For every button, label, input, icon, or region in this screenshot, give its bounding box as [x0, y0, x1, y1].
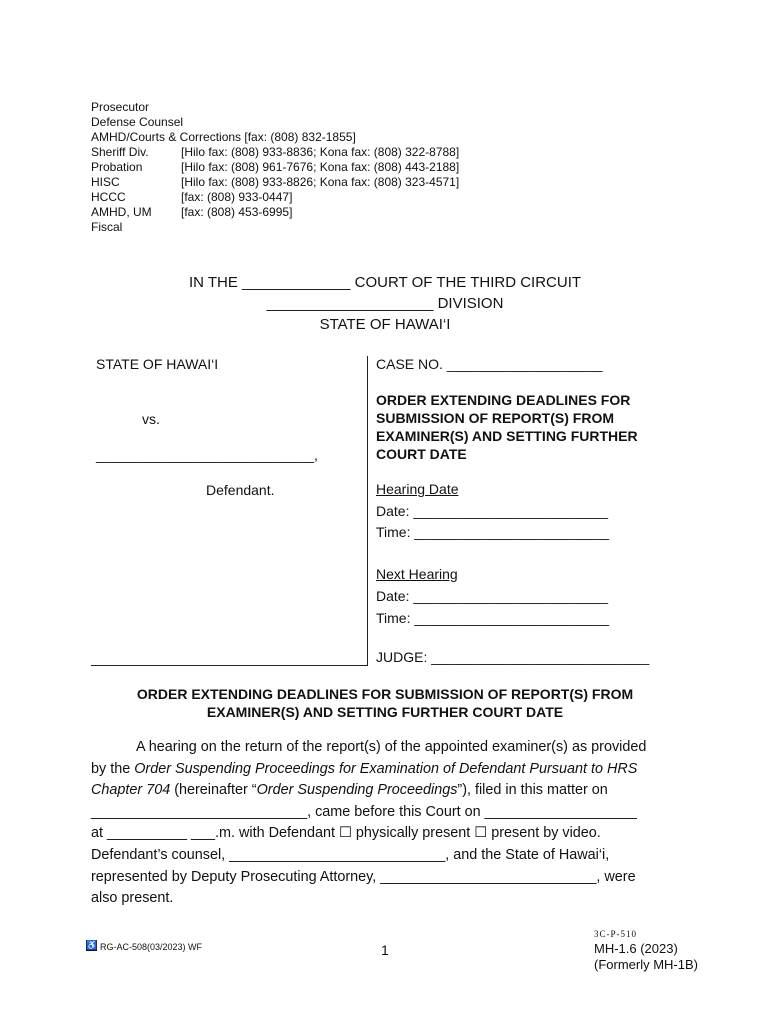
body-line: at __________ ___.m. with Defendant ☐ physically present ☐ present by video. [91, 825, 601, 842]
body-line: A hearing on the return of the report(s) of the appointed examiner(s) as provided [136, 739, 647, 755]
defendant-name-line: ____________________________, [96, 447, 318, 463]
next-hearing-heading: Next Hearing [376, 566, 458, 582]
division-line: ____________________ DIVISION [266, 295, 504, 312]
form-code: RG-AC-508(03/2023) WF [100, 942, 203, 952]
form-number: MH-1.6 (2023) [594, 941, 678, 956]
body-line: represented by Deputy Prosecuting Attorney, ___________________________, were [91, 868, 636, 885]
caption-order-title: ORDER EXTENDING DEADLINES FOR SUBMISSION OF REPORT(S) FROM EXAMINER(S) AND SETTING FURTHER COURT DATE [376, 392, 638, 462]
hearing-date-heading: Hearing Date [376, 481, 459, 497]
caption-vertical-divider [367, 356, 368, 666]
court-header [0, 272, 770, 335]
body-line: Defendant’s counsel, ___________________________, and the State of Hawai‘i, [91, 846, 610, 863]
body-line: by the Order Suspending Proceedings for Examination of Defendant Pursuant to HRS [91, 760, 638, 777]
page-number: 1 [381, 942, 389, 958]
next-hearing-time-field: Time: _________________________ [376, 610, 610, 626]
vs-label: vs. [142, 411, 160, 427]
hearing-time-field: Time: _________________________ [376, 524, 610, 540]
judge-field: JUDGE: ____________________________ [376, 649, 650, 665]
body-line: ___________________________, came before this Court on ___________________ [91, 803, 637, 820]
body-line: also present. [91, 890, 174, 907]
defendant-label: Defendant. [206, 482, 275, 498]
state-line: STATE OF HAWAI‘I [319, 316, 451, 333]
form-small-code: 3C-P-510 [594, 929, 638, 939]
form-formerly: (Formerly MH-1B) [594, 957, 698, 972]
next-hearing-date-field: Date: _________________________ [376, 588, 609, 604]
case-number: CASE NO. ____________________ [376, 356, 603, 372]
distribution-list: Prosecutor Defense Counsel AMHD/Courts & Corrections [fax: (808) 832-1855] Sheriff Div. [Hilo fax: (808) 933-8836; Kona fax: (808) 322-8788] Probation [Hilo fax: (808) 961-7676; Kona fax: (808) 443-2188] HISC [Hilo fax: (808) 933-8826; Kona fax: (808) 323-4571] HCCC [fax: (808) 933-0447] AMHD, UM [fax: (808) 453-6995] Fiscal [91, 100, 460, 234]
body-line: Chapter 704 (hereinafter “Order Suspending Proceedings”), filed in this matter on [91, 782, 608, 799]
caption-bottom-line [91, 665, 368, 666]
order-title: ORDER EXTENDING DEADLINES FOR SUBMISSION OF REPORT(S) FROM EXAMINER(S) AND SETTING FURTHER COURT DATE [136, 686, 634, 720]
order-body [91, 737, 691, 910]
accessibility-icon: ♿ [86, 940, 98, 950]
plaintiff-name: STATE OF HAWAI‘I [96, 356, 219, 372]
court-line: IN THE _____________ COURT OF THE THIRD CIRCUIT [188, 274, 582, 291]
hearing-date-field: Date: _________________________ [376, 503, 609, 519]
